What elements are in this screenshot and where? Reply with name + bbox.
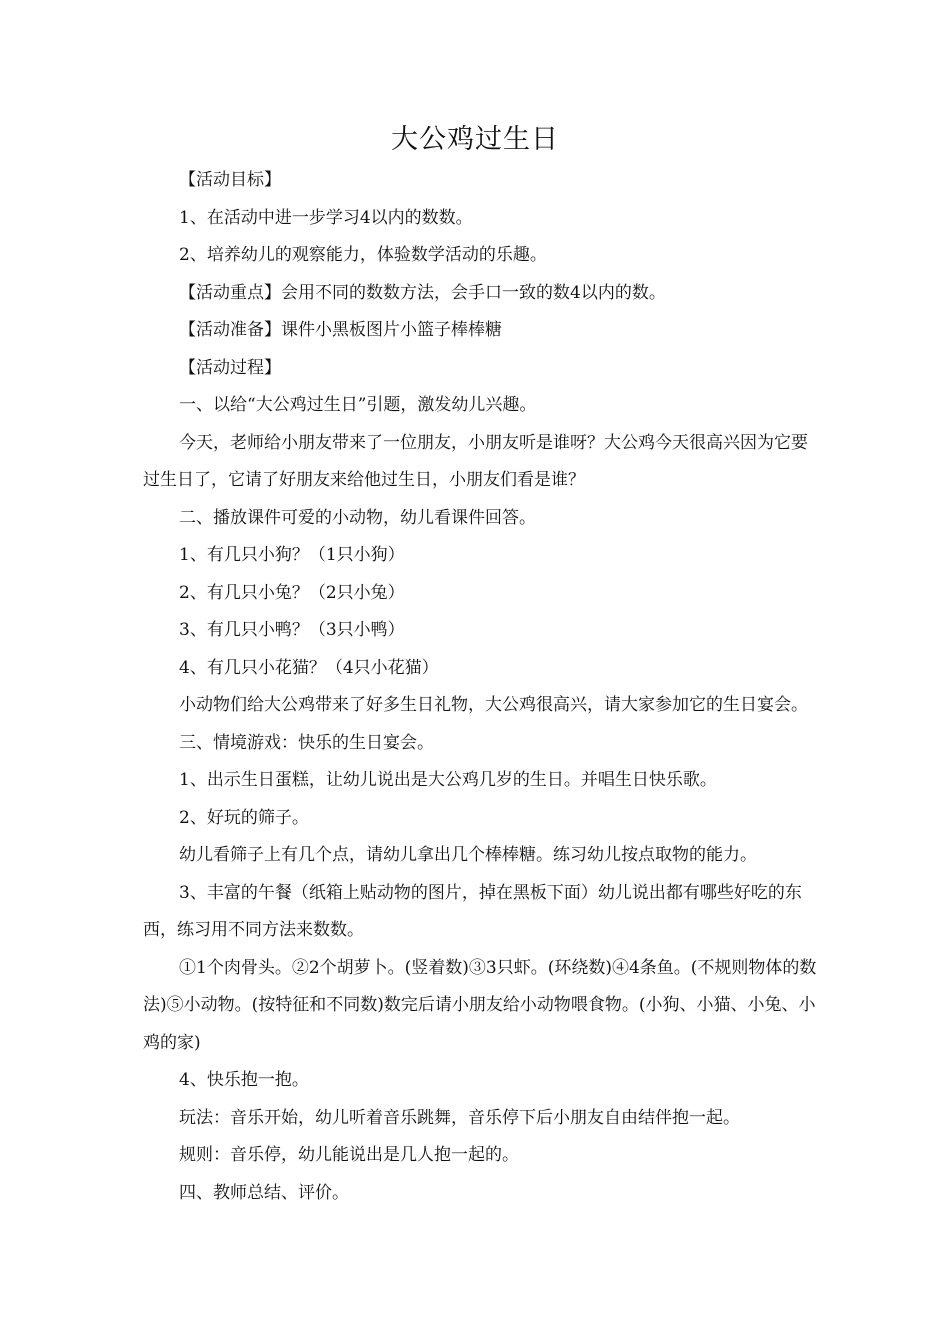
goal-item: 2、培养幼儿的观察能力，体验数学活动的乐趣。 <box>179 245 547 265</box>
process-step-heading: 三、情境游戏：快乐的生日宴会。 <box>179 732 434 753</box>
section-preparation: 【活动准备】课件小黑板图片小篮子棒棒糖 <box>179 320 502 340</box>
goal-item: 1、在活动中进一步学习4以内的数数。 <box>179 207 473 228</box>
paragraph: 幼儿看筛子上有几个点，请幼儿拿出几个棒棒糖。练习幼儿按点取物的能力。 <box>179 845 757 865</box>
section-heading-goals: 【活动目标】 <box>179 170 281 190</box>
paragraph: 今天，老师给小朋友带来了一位朋友，小朋友听是谁呀？大公鸡今天很高兴因为它要过生日了，它请了好朋友来给他过生日，小朋友们看是谁？ <box>143 432 808 490</box>
process-step-heading: 四、教师总结、评价。 <box>179 1182 349 1203</box>
list-item: 3、丰富的午餐（纸箱上贴动物的图片，掉在黑板下面）幼儿说出都有哪些好吃的东西，练习用不同方法来数数。 <box>143 882 802 940</box>
section-key-points: 【活动重点】会用不同的数数方法，会手口一致的数4以内的数。 <box>179 282 666 303</box>
paragraph: 玩法：音乐开始，幼儿听着音乐跳舞，音乐停下后小朋友自由结伴抱一起。 <box>179 1107 740 1128</box>
list-item: 2、有几只小兔？（2只小兔） <box>179 582 405 603</box>
document-body <box>143 162 823 1212</box>
list-item: 3、有几只小鸭？（3只小鸭） <box>179 620 405 640</box>
list-item: 2、好玩的筛子。 <box>179 807 309 828</box>
section-heading-process: 【活动过程】 <box>179 357 281 378</box>
process-step-heading: 二、播放课件可爱的小动物，幼儿看课件回答。 <box>179 507 536 528</box>
list-item: 4、有几只小花猫？（4只小花猫） <box>179 657 439 678</box>
paragraph: 规则：音乐停，幼儿能说出是几人抱一起的。 <box>179 1145 519 1165</box>
process-step-heading: 一、以给“大公鸡过生日”引题，激发幼儿兴趣。 <box>179 395 537 415</box>
list-item: 1、出示生日蛋糕，让幼儿说出是大公鸡几岁的生日。并唱生日快乐歌。 <box>179 770 717 790</box>
document-title: 大公鸡过生日 <box>391 124 559 155</box>
paragraph: 小动物们给大公鸡带来了好多生日礼物，大公鸡很高兴，请大家参加它的生日宴会。 <box>179 695 808 715</box>
paragraph: ①1个肉骨头。②2个胡萝卜。(竖着数)③3只虾。(环绕数)④4条鱼。(不规则物体的数法)⑤小动物。(按特征和不同数)数完后请小朋友给小动物喂食物。(小狗、小猫、小兔、小鸡的家) <box>143 957 817 1053</box>
list-item: 4、快乐抱一抱。 <box>179 1070 309 1090</box>
list-item: 1、有几只小狗？（1只小狗） <box>179 545 405 565</box>
